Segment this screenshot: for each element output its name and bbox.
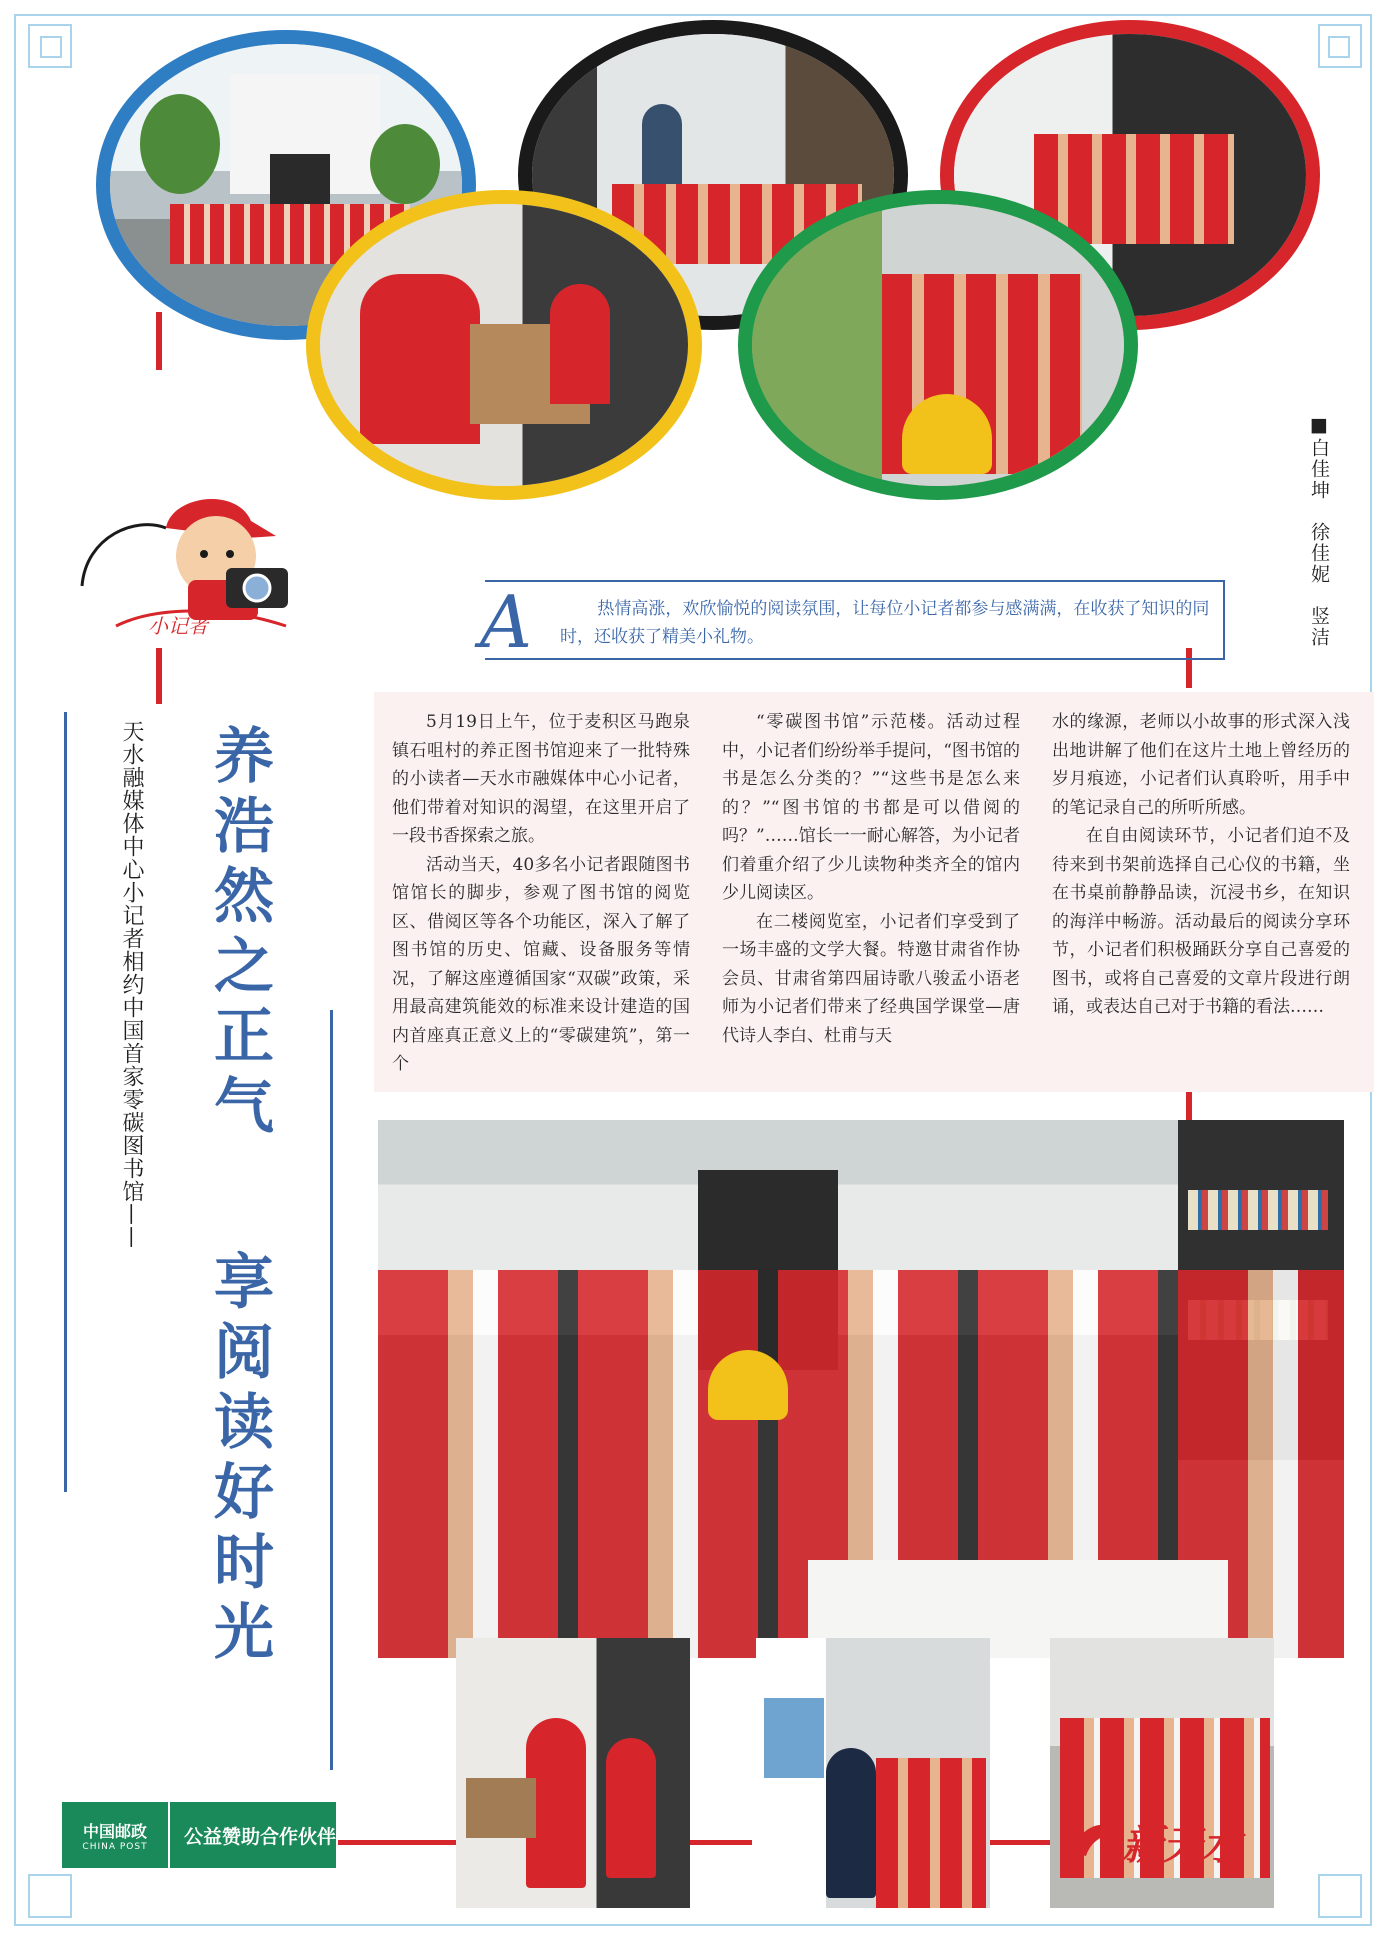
article-paragraph: 水的缘源，老师以小故事的形式深入浅出地讲解了他们在这片土地上曾经历的岁月痕迹，小记者们认真聆听，用手中的笔记录自己的所听所感。 (1052, 712, 1350, 818)
article-paragraph: “零碳图书馆”示范楼。活动过程中，小记者们纷纷举手提问，“图书馆的书是怎么分类的？”“这些书是怎么来的？”“图书馆的书都是可以借阅的吗？”……馆长一一耐心解答，为小记者们着重介绍了少儿读物种类齐全的馆内少儿阅读区。 (722, 712, 1020, 903)
corner-ornament-tl-inner (40, 36, 62, 58)
china-post-name: 中国邮政 (82, 1821, 147, 1841)
headline-rule (330, 1010, 333, 1770)
lead-initial: A (480, 580, 532, 664)
china-post-name-en: CHINA POST (82, 1841, 148, 1852)
headline-subtitle: 天水融媒体中心小记者相约中国首家零碳图书馆—— (119, 720, 144, 1249)
sponsor-badge (62, 1802, 336, 1868)
article-paragraph: 5月19日上午，位于麦积区马跑泉镇石咀村的养正图书馆迎来了一批特殊的小读者—天水市融媒体中心小记者，他们带着对知识的渴望，在这里开启了一段书香探索之旅。 (392, 712, 690, 846)
headline-line1: 养浩然之正气 (204, 724, 274, 1144)
red-line (690, 1840, 752, 1845)
bottom-photo-1 (456, 1638, 690, 1908)
red-line (1186, 1092, 1192, 1122)
china-post-logo (62, 1802, 170, 1868)
bottom-photo-2 (756, 1638, 990, 1908)
red-line (156, 648, 162, 704)
article-paragraph: 活动当天，40多名小记者跟随图书馆馆长的脚步，参观了图书馆的阅览区、借阅区等各个功能区，深入了解了图书馆的历史、馆藏、设备服务等情况，了解这座遵循国家“双碳”政策，采用最高建筑能效的标准来设计建造的国内首座真正意义上的“零碳建筑”，第一个 (392, 854, 690, 1074)
article-column-3 (1052, 708, 1350, 1022)
corner-ornament-br (1318, 1874, 1362, 1918)
lead-text: 热情高涨，欢欣愉悦的阅读氛围，让每位小记者都参与感满满，在收获了知识的同时，还收获了精美小礼物。 (560, 599, 1210, 647)
main-photo (378, 1120, 1344, 1658)
corner-ornament-tr-inner (1328, 36, 1350, 58)
brand-text: 新天水 (1122, 1822, 1242, 1869)
article-paragraph: 在自由阅读环节，小记者们迫不及待来到书架前选择自己心仪的书籍，坐在书桌前静静品读，沉浸书乡，在知识的海洋中畅游。活动最后的阅读分享环节，小记者们积极踊跃分享自己喜爱的图书，或将自己喜爱的文章片段进行朗诵，或表达自己对于书籍的看法…… (1052, 826, 1350, 1017)
ring-photo-yellow (306, 190, 702, 500)
article-body (374, 692, 1374, 1092)
corner-ornament-bl (28, 1874, 72, 1918)
mascot-label: 小记者 (148, 614, 208, 638)
article-paragraph: 在二楼阅览室，小记者们享受到了一场丰盛的文学大餐。特邀甘肃省作协会员、甘肃省第四届诗歌八骏孟小语老师为小记者们带来了经典国学课堂—唐代诗人李白、杜甫与天 (722, 911, 1020, 1046)
headline-rule (64, 712, 67, 1492)
article-column-1 (392, 708, 690, 1079)
headline-line2: 享阅读好时光 (204, 1250, 274, 1670)
sponsor-text: 公益赞助合作伙伴 (184, 1825, 337, 1848)
ring-photo-green (738, 190, 1138, 500)
brand-emblem-icon (1068, 1812, 1128, 1862)
brand-logo (1068, 1808, 1290, 1868)
article-column-2 (722, 708, 1020, 1050)
red-line (990, 1840, 1050, 1845)
reporter-mascot (76, 476, 306, 646)
byline: ■白佳坤 徐佳妮 竖洁 (1308, 414, 1330, 648)
red-line (338, 1840, 456, 1845)
